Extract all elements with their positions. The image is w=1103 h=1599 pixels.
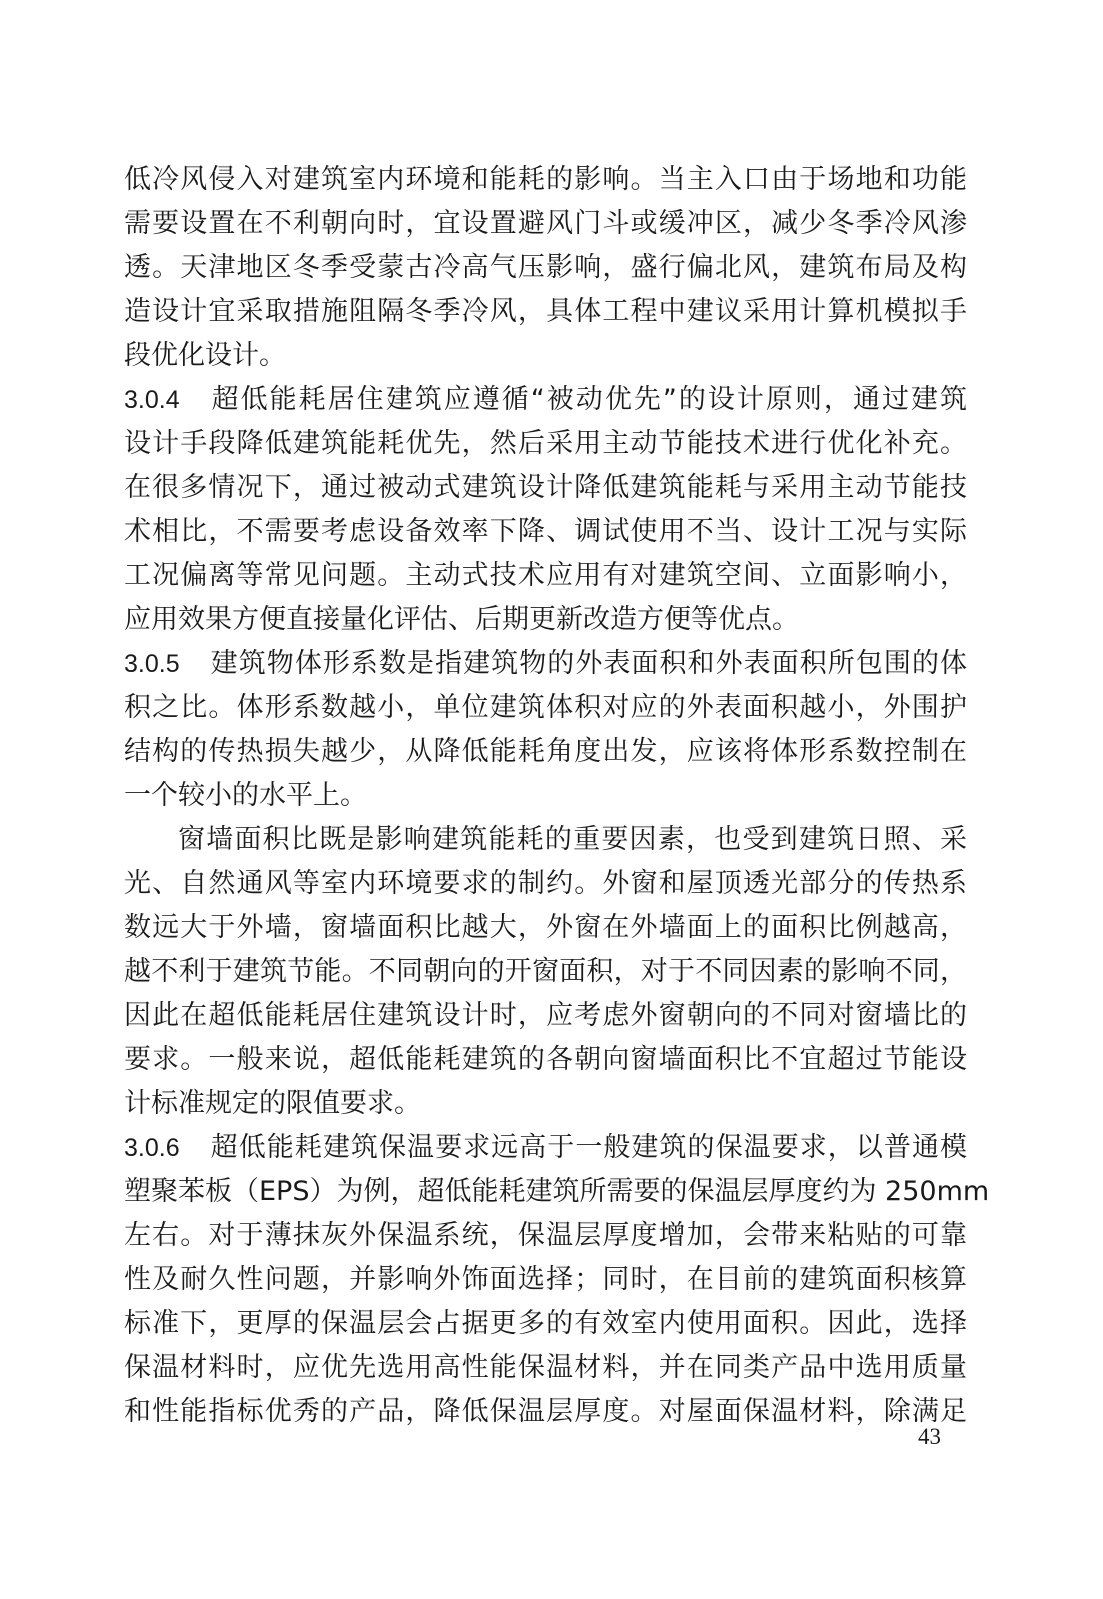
text-line: 术相比，不需要考虑设备效率下降、调试使用不当、设计工况与实际 [124,516,967,547]
text-line: 保温材料时，应优先选用高性能保温材料，并在同类产品中选用质量 [124,1352,967,1383]
text-line: 标准下，更厚的保温层会占据更多的有效室内使用面积。因此，选择 [124,1308,967,1339]
text-line: 左右。对于薄抹灰外保温系统，保温层厚度增加，会带来粘贴的可靠 [124,1220,967,1251]
text-line: 低冷风侵入对建筑室内环境和能耗的影响。当主入口由于场地和功能 [124,164,967,195]
clause-number: 3.0.5 [124,650,180,678]
text-line: 积之比。体形系数越小，单位建筑体积对应的外表面积越小，外围护 [124,692,967,723]
text-line: 因此在超低能耗居住建筑设计时，应考虑外窗朝向的不同对窗墙比的 [124,1000,967,1031]
clause-3-0-5-first-line [124,644,967,684]
text-line: 在很多情况下，通过被动式建筑设计降低建筑能耗与采用主动节能技 [124,472,967,503]
text-line: 和性能指标优秀的产品，降低保温层厚度。对屋面保温材料，除满足 [124,1396,967,1427]
clause-text: 建筑物体形系数是指建筑物的外表面积和外表面积所包围的体 [209,648,967,679]
clause-number: 3.0.4 [124,386,180,414]
text-line: 窗墙面积比既是影响建筑能耗的重要因素，也受到建筑日照、采 [178,824,967,855]
text-line: 越不利于建筑节能。不同朝向的开窗面积，对于不同因素的影响不同， [124,956,967,987]
text-line: 塑聚苯板（EPS）为例，超低能耗建筑所需要的保温层厚度约为 250mm [124,1176,990,1207]
text-line: 光、自然通风等室内环境要求的制约。外窗和屋顶透光部分的传热系 [124,868,967,899]
text-line: 透。天津地区冬季受蒙古冷高气压影响，盛行偏北风，建筑布局及构 [124,252,967,283]
text-line: 要求。一般来说，超低能耗建筑的各朝向窗墙面积比不宜超过节能设 [124,1044,967,1075]
clause-3-0-6-first-line [124,1128,967,1168]
text-line: 设计手段降低建筑能耗优先，然后采用主动节能技术进行优化补充。 [124,428,967,459]
text-line: 结构的传热损失越少，从降低能耗角度出发，应该将体形系数控制在 [124,736,967,767]
text-line: 一个较小的水平上。 [124,780,367,811]
page-number: 43 [918,1424,941,1449]
clause-text: 超低能耗居住建筑应遵循“被动优先”的设计原则，通过建筑 [209,384,967,415]
text-line: 需要设置在不利朝向时，宜设置避风门斗或缓冲区，减少冬季冷风渗 [124,208,967,239]
clause-number: 3.0.6 [124,1134,180,1162]
clause-3-0-4-first-line [124,380,967,420]
text-line: 造设计宜采取措施阻隔冬季冷风，具体工程中建议采用计算机模拟手 [124,296,967,327]
text-line: 计标准规定的限值要求。 [124,1088,421,1119]
text-line: 性及耐久性问题，并影响外饰面选择；同时，在目前的建筑面积核算 [124,1264,967,1295]
text-line: 段优化设计。 [124,340,286,371]
text-line: 数远大于外墙，窗墙面积比越大，外窗在外墙面上的面积比例越高， [124,912,967,943]
text-line: 工况偏离等常见问题。主动式技术应用有对建筑空间、立面影响小， [124,560,967,591]
clause-text: 超低能耗建筑保温要求远高于一般建筑的保温要求，以普通模 [209,1132,967,1163]
text-line: 应用效果方便直接量化评估、后期更新改造方便等优点。 [124,604,799,635]
